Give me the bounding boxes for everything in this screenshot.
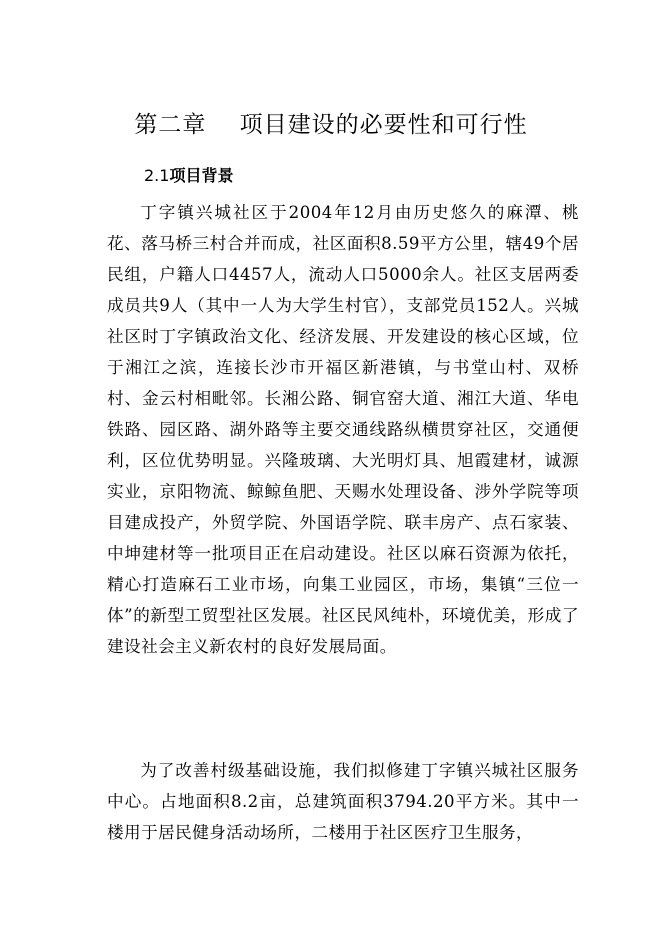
body-paragraph-1: 丁字镇兴城社区于2004年12月由历史悠久的麻潭、桃花、落马桥三村合并而成，社区面积8.59平方公里，辖49个居民组，户籍人口4457人，流动人口5000余人。社区支居两委成员共9人（其中一人为大学生村官），支部党员152人。兴城社区时丁字镇政治文化、经济发展、开发建设的核心区域，位于湘江之滨，连接长沙市开福区新港镇，与书堂山村、双桥村、金云村相毗邻。长湘公路、铜官窑大道、湘江大道、华电铁路、园区路、湖外路等主要交通线路纵横贯穿社区，交通便利，区位优势明显。兴隆玻璃、大光明灯具、旭霞建材，诚源实业，京阳物流、鲸鲸鱼肥、天赐水处理设备、涉外学院等项目建成投产，外贸学院、外国语学院、联丰房产、点石家装、中坤建材等一批项目正在启动建设。社区以麻石资源为依托，精心打造麻石工业市场，向集工业园区，市场，集镇“三位一体”的新型工贸型社区发展。社区民风纯朴，环境优美，形成了建设社会主义新农村的良好发展局面。 xyxy=(107,203,579,656)
body-paragraph-2: 为了改善村级基础设施，我们拟修建丁字镇兴城社区服务中心。占地面积8.2亩，总建筑面积3794.20平方米。其中一楼用于居民健身活动场所，二楼用于社区医疗卫生服务， xyxy=(107,761,579,842)
section-title: 项目背景 xyxy=(169,166,234,185)
section-number: 2.1 xyxy=(144,166,170,185)
section-heading xyxy=(144,164,233,188)
chapter-title: 第二章 项目建设的必要性和可行性 xyxy=(134,112,528,138)
